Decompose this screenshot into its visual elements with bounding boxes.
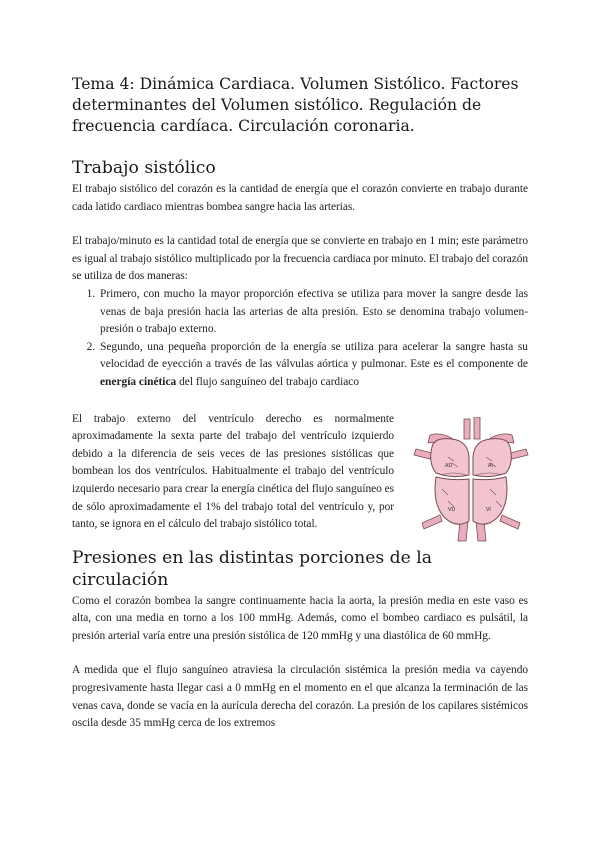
label-vd: VD [448,506,456,513]
paragraph: El trabajo/minuto es la cantidad total de energía que se convierte en trabajo en 1 min; este parámetro es igual al trabajo sistólico multiplicado por la frecuencia cardiaca por minuto. El trabajo del corazón se utiliza de dos maneras: [72,235,528,283]
label-ai: AI [488,462,493,469]
paragraph-gap [72,216,528,233]
paragraph-gap [72,645,528,662]
heart-diagram [412,417,530,545]
label-ad: AD [445,462,453,469]
paragraph: A medida que el flujo sanguíneo atraviesa la circulación sistémica la presión media va cayendo progresivamente hasta llegar casi a 0 mmHg en el momento en el que alcanza la terminación de las venas cava, donde se vacía en la aurícula derecha del corazón. La presión de los capilares sistémicos oscila desde 35 mmHg cerca de los extremos [72,664,528,730]
paragraph: El trabajo sistólico del corazón es la cantidad de energía que el corazón convierte en trabajo durante cada latido cardiaco mientras bombea sangre hacia las arterias. [72,183,528,213]
left-atrium-shape [473,438,511,476]
label-vi: VI [486,506,491,513]
list-item [98,286,528,339]
list-item [98,339,528,392]
list-item-text: Segundo, una pequeña proporción de la energía se utiliza para acelerar la sangre hasta su velocidad de eyección a través de las válvulas aórtica y pulmonar. Este es el componente de [100,340,528,371]
section-heading-presiones: Presiones en las distintas porciones de la circulación [72,547,433,590]
bold-term: energía cinética [100,375,177,388]
document-title: Tema 4: Dinámica Cardiaca. Volumen Sistólico. Factores determinantes del Volumen sistólico. Regulación de frecuencia cardíaca. Circulación coronaria. [72,75,519,135]
numbered-list [72,286,528,392]
text-with-figure [72,411,528,534]
heart-vessels [414,417,528,541]
document-page [72,74,528,733]
list-item-text: Primero, con mucho la mayor proporción efectiva se utiliza para mover la sangre desde las venas de baja presión hacia las arterias de alta presión. Esto se denomina trabajo volumen-presión o trabajo externo. [100,287,528,336]
section-heading-trabajo-sistolico: Trabajo sistólico [72,158,216,178]
heart-chambers [431,438,512,524]
paragraph: El trabajo externo del ventrículo derecho es normalmente aproximadamente la sexta parte del trabajo del ventrículo izquierdo debido a la diferencia de seis veces de las presiones sistólicas que bombean los dos ventrículos. Habitualmente el trabajo del ventrículo izquierdo necesario para crear la energía cinética del flujo sanguíneo es de sólo aproximadamente el 1% del trabajo total del ventrículo y, por tanto, se ignora en el cálculo del trabajo sistólico total. [72,412,394,531]
paragraph: Como el corazón bombea la sangre continuamente hacia la aorta, la presión media en este vaso es alta, con una media en torno a los 100 mmHg. Además, como el bombeo cardiaco es pulsátil, la presión arterial varía entre una presión sistólica de 120 mmHg y una diastólica de 60 mmHg. [72,594,528,642]
right-atrium-shape [431,438,469,476]
list-item-text: del flujo sanguíneo del trabajo cardiaco [176,375,360,388]
